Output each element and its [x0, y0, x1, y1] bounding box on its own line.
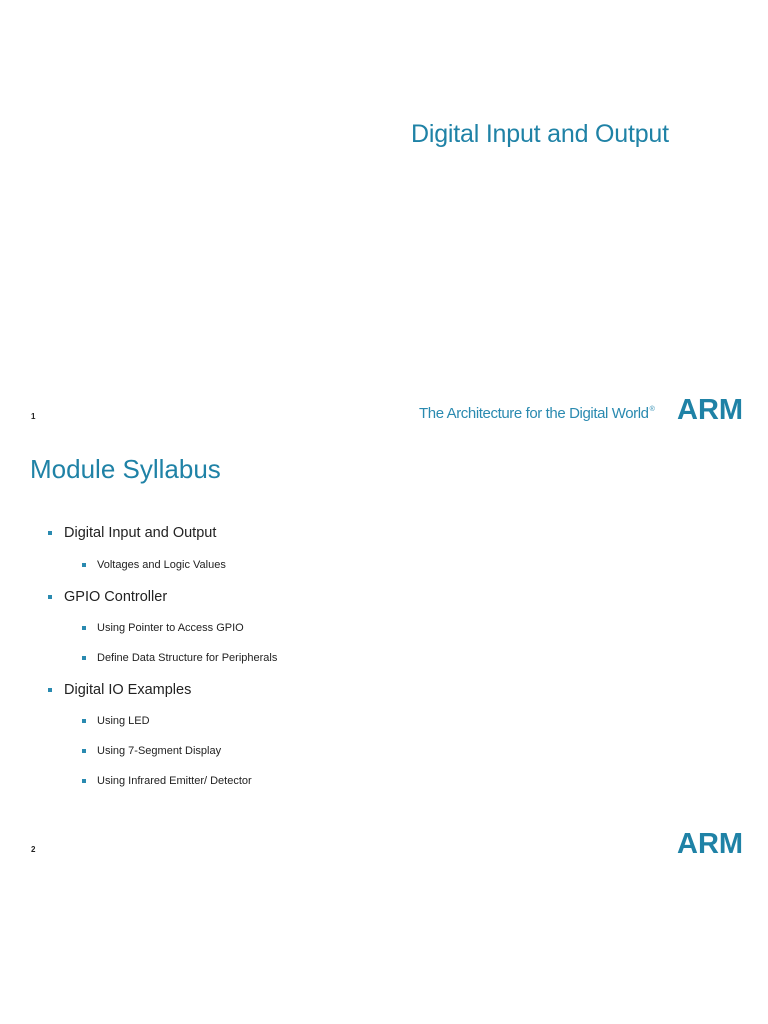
list-item-label: Using Pointer to Access GPIO: [97, 622, 244, 634]
bullet-icon: [82, 749, 86, 753]
page-number: 1: [31, 412, 36, 421]
list-item-label: Define Data Structure for Peripherals: [97, 652, 278, 664]
tagline-text: The Architecture for the Digital World: [419, 405, 649, 422]
tagline: [419, 405, 654, 422]
syllabus-slide: [0, 432, 768, 868]
list-item: [97, 622, 244, 634]
bullet-icon: [48, 595, 52, 599]
bullet-icon: [82, 779, 86, 783]
list-item: [97, 652, 277, 664]
registered-mark: ®: [649, 406, 655, 413]
list-item-label: Using LED: [97, 715, 150, 727]
bullet-icon: [82, 563, 86, 567]
title-slide: [0, 0, 768, 432]
list-item: [97, 715, 150, 727]
bullet-icon: [82, 719, 86, 723]
bullet-icon: [82, 656, 86, 660]
syllabus-list: [0, 432, 768, 832]
list-item-label: Using Infrared Emitter/ Detector: [97, 775, 252, 787]
list-item: [97, 745, 221, 757]
bullet-icon: [82, 626, 86, 630]
list-item: [64, 682, 191, 698]
list-item: [97, 775, 252, 787]
bullet-icon: [48, 688, 52, 692]
bullet-icon: [48, 531, 52, 535]
list-item-label: Voltages and Logic Values: [97, 559, 226, 571]
list-item-label: Using 7-Segment Display: [97, 745, 222, 757]
arm-logo: ARM: [677, 828, 744, 860]
list-item-label: GPIO Controller: [64, 589, 168, 605]
list-item: [64, 589, 167, 605]
list-item: [64, 525, 216, 541]
list-item: [97, 559, 226, 571]
list-item-label: Digital Input and Output: [64, 525, 217, 541]
page-number: 2: [31, 845, 36, 854]
slide-title: Digital Input and Output: [411, 120, 669, 148]
list-item-label: Digital IO Examples: [64, 682, 192, 698]
slide-title: Module Syllabus: [30, 454, 221, 484]
arm-logo: ARM: [677, 394, 744, 426]
